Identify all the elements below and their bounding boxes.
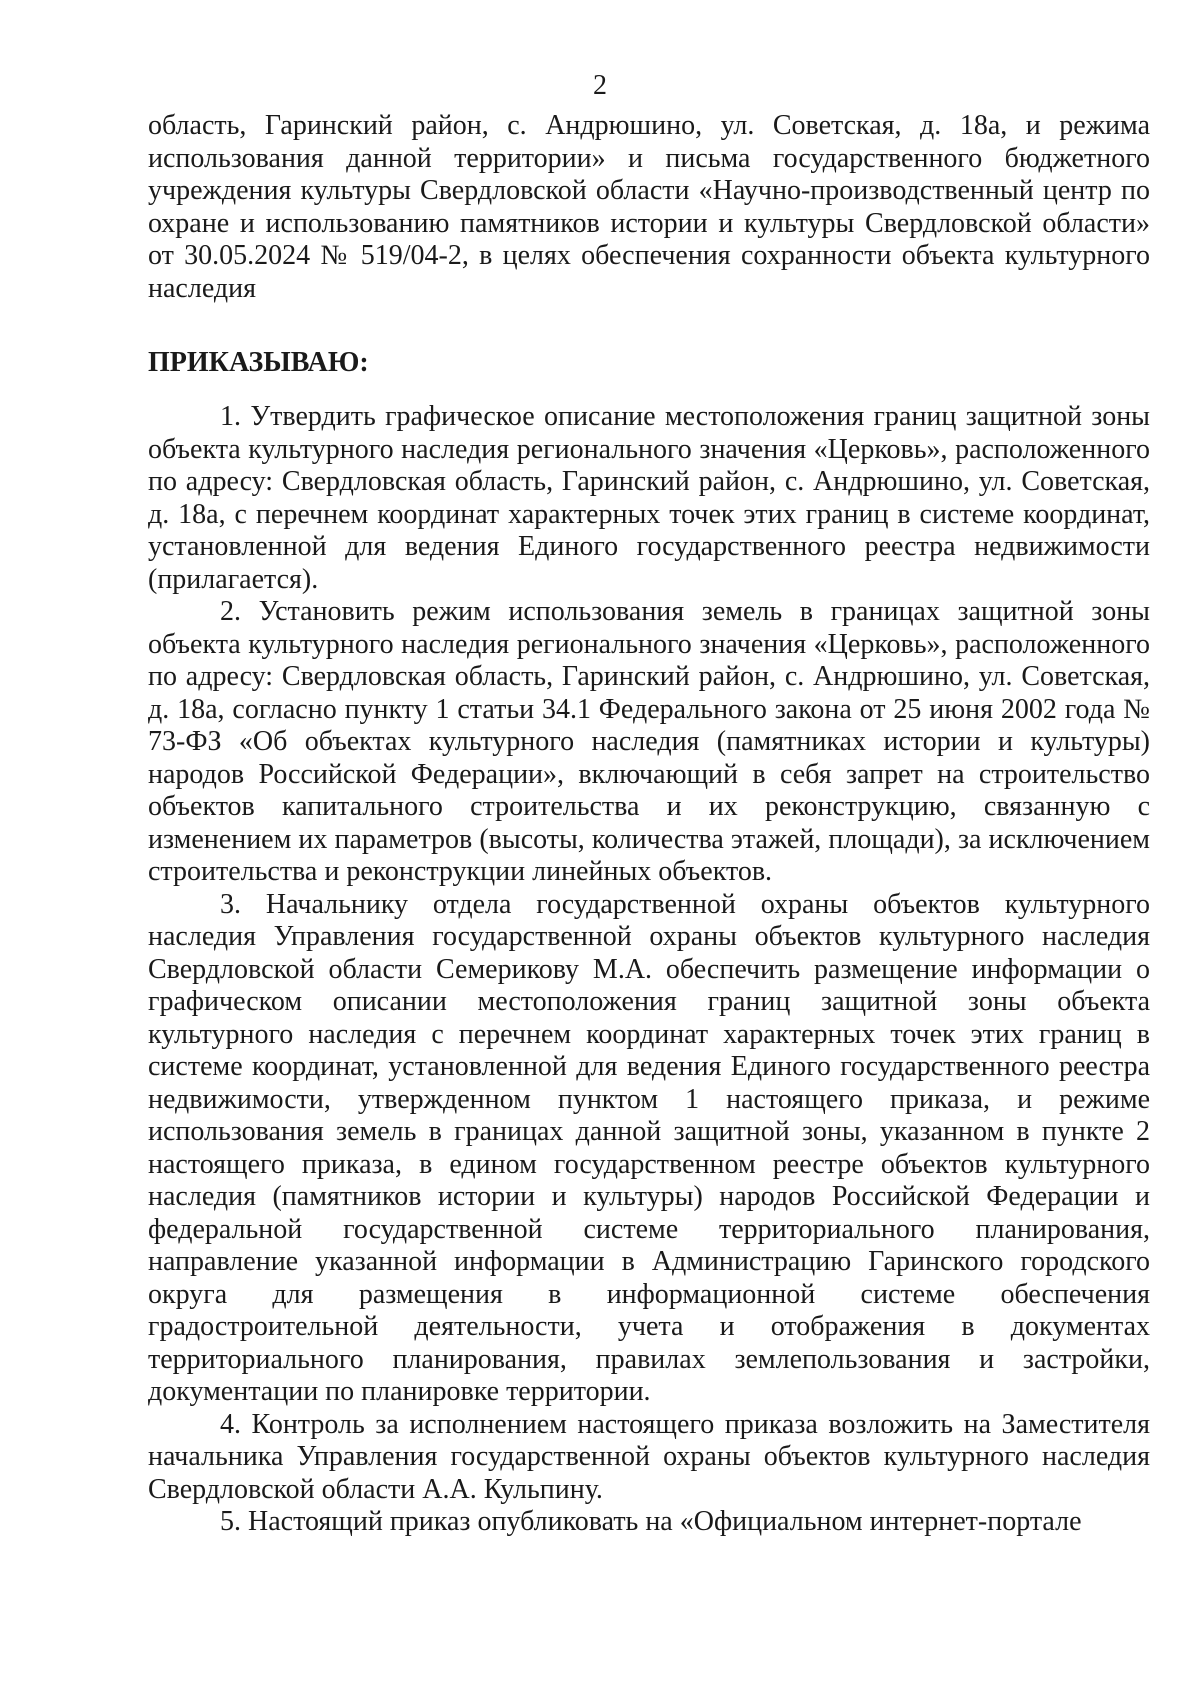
document-body [148, 110, 1150, 1539]
order-item-5: 5. Настоящий приказ опубликовать на «Официальном интернет-портале [220, 1506, 1082, 1537]
intro-paragraph: область, Гаринский район, с. Андрюшино, ул. Советская, д. 18а, и режима использования данной территории» и письма государственного бюджетного учреждения культуры Свердловской области «Научно-производственный центр по охране и использованию памятников истории и культуры Свердловской области» от 30.05.2024 № 519/04-2, в целях обеспечения сохранности объекта культурного наследия [148, 110, 1150, 304]
order-item-1: 1. Утвердить графическое описание местоположения границ защитной зоны объекта культурного наследия регионального значения «Церковь», расположенного по адресу: Свердловская область, Гаринский район, с. Андрюшино, ул. Советская, д. 18а, с перечнем координат характерных точек этих границ в системе координат, установленной для ведения Единого государственного реестра недвижимости (прилагается). [148, 401, 1150, 595]
order-item-2: 2. Установить режим использования земель в границах защитной зоны объекта культурного наследия регионального значения «Церковь», расположенного по адресу: Свердловская область, Гаринский район, с. Андрюшино, ул. Советская, д. 18а, согласно пункту 1 статьи 34.1 Федерального закона от 25 июня 2002 года № 73-ФЗ «Об объектах культурного наследия (памятниках истории и культуры) народов Российской Федерации», включающий в себя запрет на строительство объектов капитального строительства и их реконструкцию, связанную с изменением их параметров (высоты, количества этажей, площади), за исключением строительства и реконструкции линейных объектов. [148, 596, 1150, 887]
page-number: 2 [593, 70, 607, 101]
order-item-4: 4. Контроль за исполнением настоящего приказа возложить на Заместителя начальника Управления государственной охраны объектов культурного наследия Свердловской области А.А. Кульпину. [148, 1408, 1150, 1505]
order-item-3: 3. Начальнику отдела государственной охраны объектов культурного наследия Управления государственной охраны объектов культурного наследия Свердловской области Семерикову М.А. обеспечить размещение информации о графическом описании местоположения границ защитной зоны объекта культурного наследия с перечнем координат характерных точек этих границ в системе координат, установленной для ведения Единого государственного реестра недвижимости, утвержденном пунктом 1 настоящего приказа, и режиме использования земель в границах данной защитной зоны, указанном в пункте 2 настоящего приказа, в едином государственном реестре объектов культурного наследия (памятников истории и культуры) народов Российской Федерации и федеральной государственной системе территориального планирования, направление указанной информации в Администрацию Гаринского городского округа для размещения в информационной системе обеспечения градостроительной деятельности, учета и отображения в документах территориального планирования, правилах землепользования и застройки, документации по планировке территории. [148, 888, 1150, 1407]
order-heading: ПРИКАЗЫВАЮ: [148, 347, 369, 378]
